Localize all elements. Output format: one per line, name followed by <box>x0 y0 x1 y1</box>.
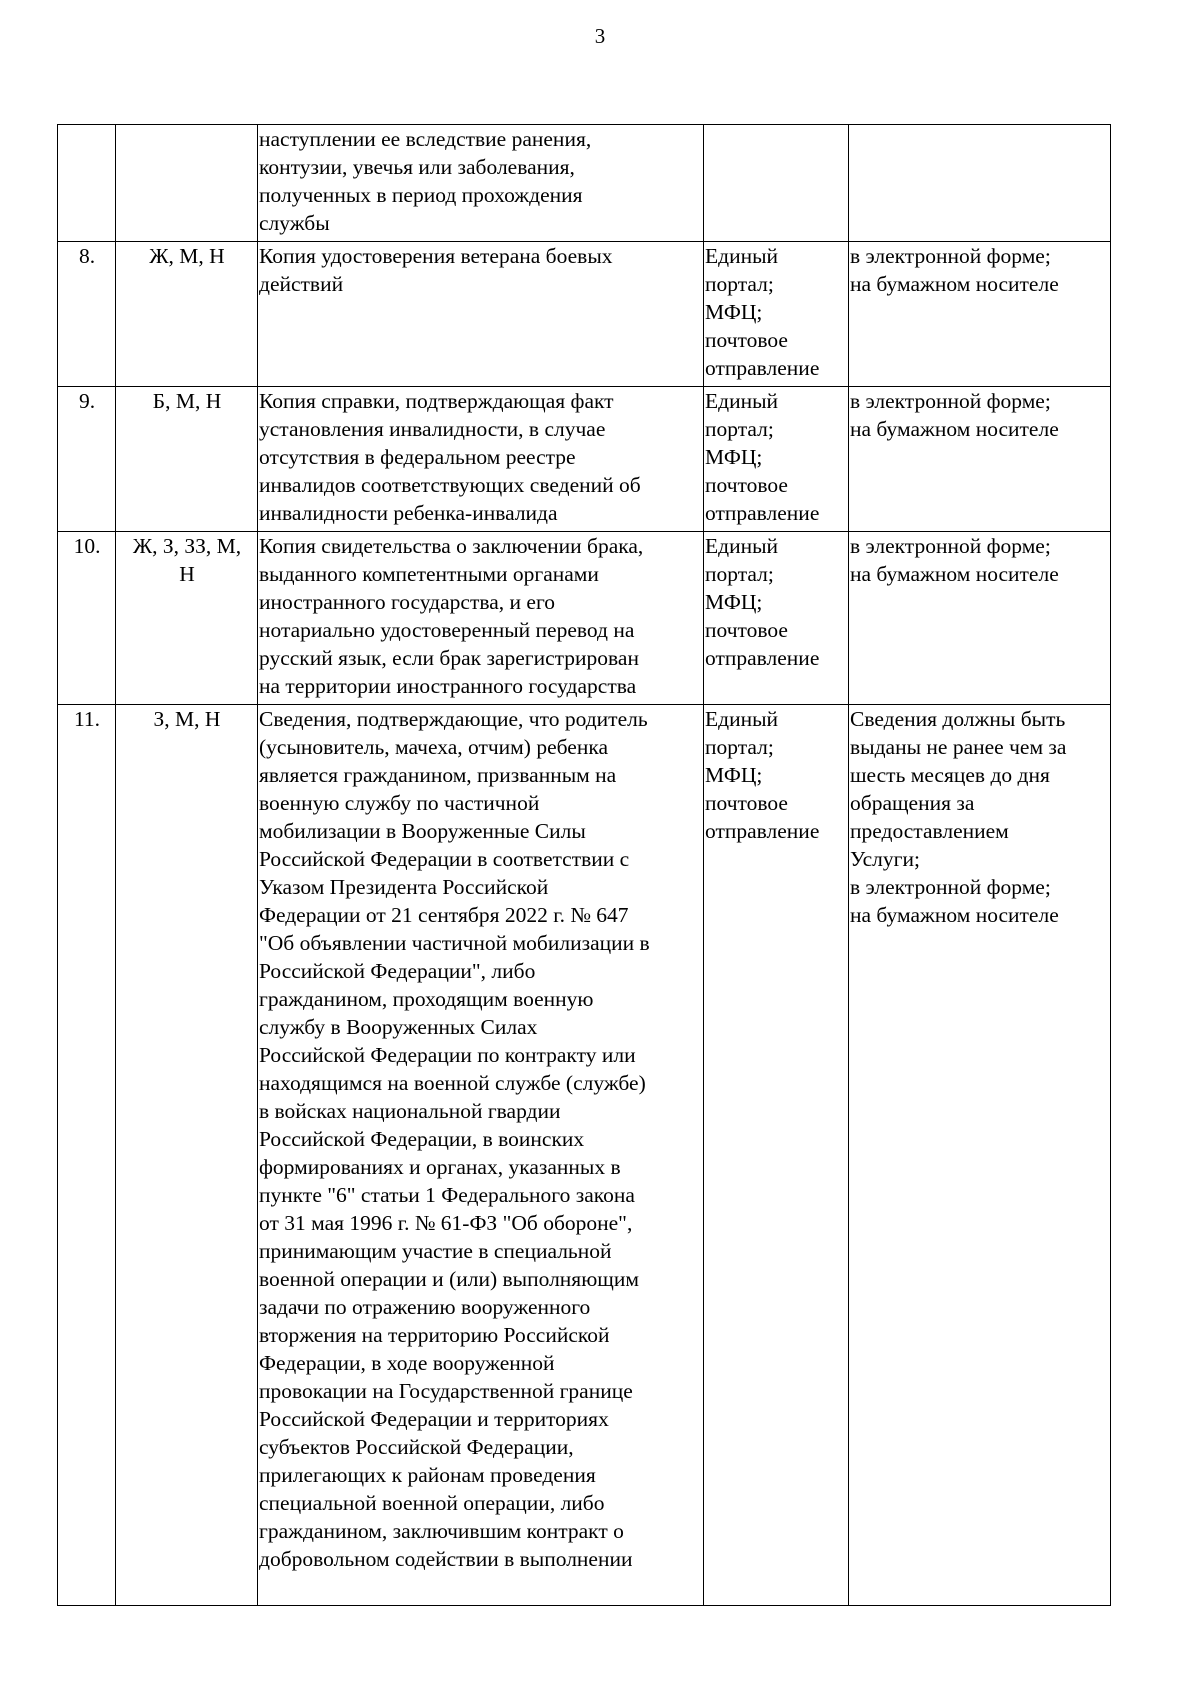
table-row <box>58 532 1111 705</box>
category-cell: З, М, Н <box>116 705 258 1606</box>
row-number-cell: 10. <box>58 532 116 705</box>
row-number-cell: 9. <box>58 387 116 532</box>
submission-form-cell: в электронной форме; на бумажном носителе <box>849 532 1111 705</box>
submission-method-cell: Единый портал; МФЦ; почтовое отправление <box>704 242 849 387</box>
documents-table <box>57 124 1111 1606</box>
table-row <box>58 242 1111 387</box>
document-cell: Копия удостоверения ветерана боевых действий <box>258 242 704 387</box>
category-cell: Б, М, Н <box>116 387 258 532</box>
category-cell <box>116 125 258 242</box>
document-cell: наступлении ее вследствие ранения, контузии, увечья или заболевания, полученных в период прохождения службы <box>258 125 704 242</box>
row-number-cell: 8. <box>58 242 116 387</box>
submission-method-cell: Единый портал; МФЦ; почтовое отправление <box>704 387 849 532</box>
submission-form-cell: в электронной форме; на бумажном носителе <box>849 387 1111 532</box>
page-number: 3 <box>594 24 606 48</box>
document-cell: Копия свидетельства о заключении брака, выданного компетентными органами иностранного государства, и его нотариально удостоверенный перевод на русский язык, если брак зарегистрирован на территории иностранного государства <box>258 532 704 705</box>
submission-form-cell: Сведения должны быть выданы не ранее чем за шесть месяцев до дня обращения за предоставлением Услуги; в электронной форме; на бумажном носителе <box>849 705 1111 1606</box>
submission-form-cell <box>849 125 1111 242</box>
document-cell: Сведения, подтверждающие, что родитель (усыновитель, мачеха, отчим) ребенка является гражданином, призванным на военную службу по частичной мобилизации в Вооруженные Силы Российской Федерации в соответствии с Указом Президента Российской Федерации от 21 сентября 2022 г. № 647 "Об объявлении частичной мобилизации в Российской Федерации", либо гражданином, проходящим военную службу в Вооруженных Силах Российской Федерации по контракту или находящимся на военной службе (службе) в войсках национальной гвардии Российской Федерации, в воинских формированиях и органах, указанных в пункте "6" статьи 1 Федерального закона от 31 мая 1996 г. № 61-ФЗ "Об обороне", принимающим участие в специальной военной операции и (или) выполняющим задачи по отражению вооруженного вторжения на территорию Российской Федерации, в ходе вооруженной провокации на Государственной границе Российской Федерации и территориях субъектов Российской Федерации, прилегающих к районам проведения специальной военной операции, либо гражданином, заключившим контракт о добровольном содействии в выполнении <box>258 705 704 1606</box>
submission-form-cell: в электронной форме; на бумажном носителе <box>849 242 1111 387</box>
table-row <box>58 705 1111 1606</box>
row-number-cell: 11. <box>58 705 116 1606</box>
submission-method-cell <box>704 125 849 242</box>
submission-method-cell: Единый портал; МФЦ; почтовое отправление <box>704 532 849 705</box>
table-row <box>58 387 1111 532</box>
category-cell: Ж, З, ЗЗ, М, Н <box>116 532 258 705</box>
table-row <box>58 125 1111 242</box>
category-cell: Ж, М, Н <box>116 242 258 387</box>
row-number-cell <box>58 125 116 242</box>
submission-method-cell: Единый портал; МФЦ; почтовое отправление <box>704 705 849 1606</box>
document-cell: Копия справки, подтверждающая факт установления инвалидности, в случае отсутствия в федеральном реестре инвалидов соответствующих сведений об инвалидности ребенка-инвалида <box>258 387 704 532</box>
